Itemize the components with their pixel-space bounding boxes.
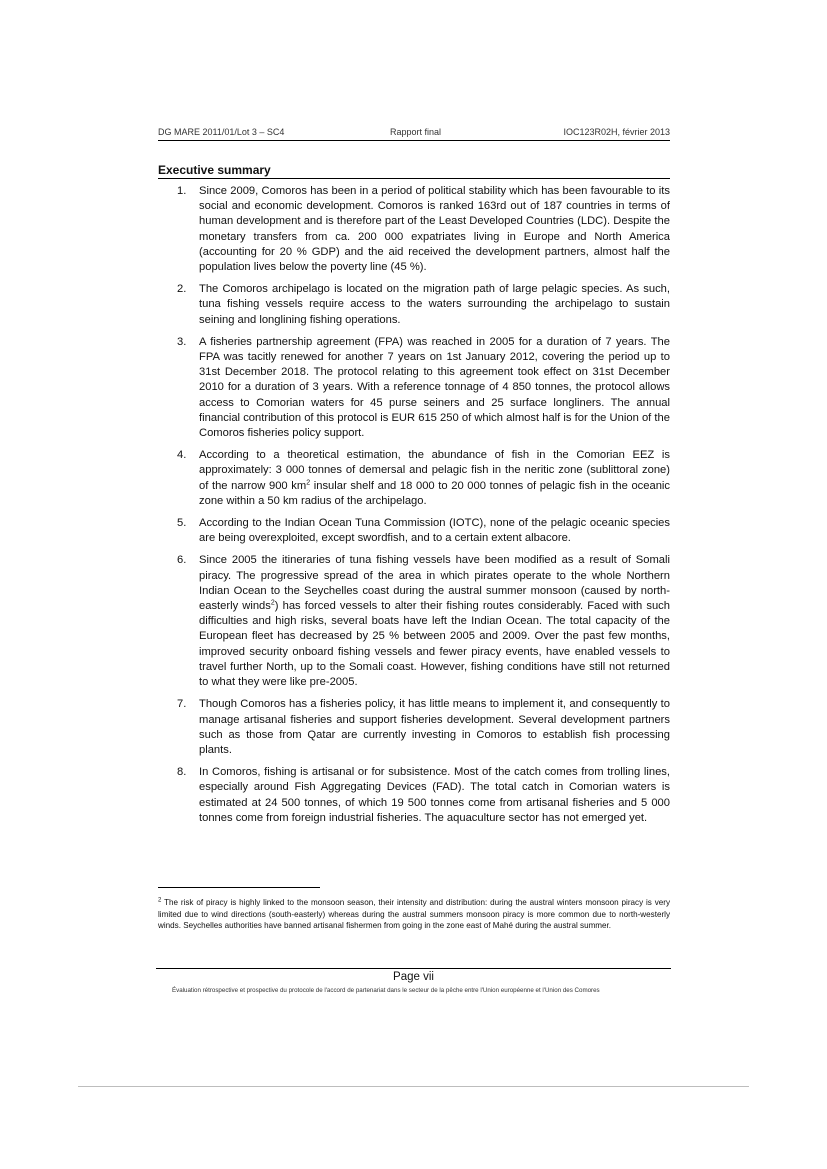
item-text: Though Comoros has a fisheries policy, it has little means to implement it, and consequently to manage artisanal fisheries and support fisheries development. Several development partners such as those from Qatar are currently investing in Comoros to establish fish processing plants. xyxy=(199,698,670,756)
summary-item xyxy=(158,335,670,441)
item-text-continued: ) has forced vessels to alter their fishing routes considerably. Faced with such difficulties and high risks, several boats have left the Indian Ocean. The total capacity of the European fleet has decreased by 25 % between 2005 and 2009. Over the past few months, improved security onboard fishing vessels and fewer piracy events, have enabled vessels to travel further North, up to the Somali coast. However, fishing conditions have still not returned to what they were like pre-2005. xyxy=(199,600,670,689)
header-report-type: Rapport final xyxy=(390,127,442,137)
header-document-code: IOC123R02H, février 2013 xyxy=(563,127,670,137)
item-text: A fisheries partnership agreement (FPA) was reached in 2005 for a duration of 7 years. The FPA was tacitly renewed for another 7 years on 1st January 2012, covering the period up to 31st December 2018. The protocol relating to this agreement took effect on 31st December 2010 for a duration of 3 years. With a reference tonnage of 4 850 tonnes, the protocol allows access to Comorian waters for 45 purse seiners and 25 surface longliners. The annual financial contribution of this protocol is EUR 615 250 of which almost half is for the Union of the Comoros fisheries policy support. xyxy=(199,335,670,440)
item-text: Since 2009, Comoros has been in a period of political stability which has been favourable to its social and economic development. Comoros is ranked 163rd out of 187 countries in terms of human development and is therefore part of the Least Developed Countries (LDC). Despite the monetary transfers from ca. 200 000 expatriates living in Europe and North America (accounting for 20 % GDP) and the aid received the development partners, almost half the population lives below the poverty line (45 %). xyxy=(199,185,670,274)
item-number: 8. xyxy=(177,766,187,779)
page-separator xyxy=(78,1086,749,1087)
summary-item xyxy=(158,765,670,826)
summary-item xyxy=(158,553,670,690)
item-text: According to the Indian Ocean Tuna Commission (IOTC), none of the pelagic oceanic species are being overexploited, except swordfish, and to a certain extent albacore. xyxy=(199,517,670,545)
item-text-continued: insular shelf and 18 000 to 20 000 tonnes of pelagic fish in the oceanic zone within a 50 km radius of the archipelago. xyxy=(199,479,671,507)
summary-item xyxy=(158,448,670,509)
page-header xyxy=(158,126,670,138)
footnote-marker: 2 xyxy=(158,897,162,904)
page-number: Page vii xyxy=(393,971,434,983)
item-text: Since 2005 the itineraries of tuna fishing vessels have been modified as a result of Somali piracy. The progressive spread of the area in which pirates operate to the whole Northern Indian Ocean to the Seychelles coast during the austral summer monsoon (caused by north-easterly winds xyxy=(199,554,670,613)
summary-list xyxy=(158,184,670,833)
summary-item xyxy=(158,282,670,328)
section-title: Executive summary xyxy=(158,163,271,177)
item-number: 5. xyxy=(177,517,187,530)
item-text: The Comoros archipelago is located on the migration path of large pelagic species. As such, tuna fishing vessels require access to the waters surrounding the archipelago to sustain seining and longlining fishing operations. xyxy=(199,283,670,326)
superscript: 2 xyxy=(306,478,311,486)
item-text: According to a theoretical estimation, the abundance of fish in the Comorian EEZ is approximately: 3 000 tonnes of demersal and pelagic fish in the neritic zone (sublittoral zone) of the narrow 900 km xyxy=(199,449,670,492)
summary-item xyxy=(158,184,670,275)
summary-item xyxy=(158,516,670,546)
footnote-reference[interactable]: 2 xyxy=(270,599,275,607)
footer-note: Évaluation rétrospective et prospective du protocole de l'accord de partenariat dans le secteur de la pêche entre l'Union européenne et l'Union des Comores xyxy=(172,987,600,994)
item-number: 3. xyxy=(177,335,187,348)
item-number: 6. xyxy=(177,554,187,567)
title-divider xyxy=(158,178,670,179)
item-number: 7. xyxy=(177,698,187,711)
header-reference: DG MARE 2011/01/Lot 3 – SC4 xyxy=(158,127,285,137)
footnote xyxy=(158,897,670,932)
footnote-divider xyxy=(158,887,320,888)
item-number: 2. xyxy=(177,283,187,296)
item-number: 1. xyxy=(177,185,187,197)
item-number: 4. xyxy=(177,449,187,462)
footer-divider xyxy=(156,968,671,969)
item-text: In Comoros, fishing is artisanal or for subsistence. Most of the catch comes from trolling lines, especially around Fish Aggregating Devices (FAD). The total catch in Comorian waters is estimated at 24 500 tonnes, of which 19 500 tonnes come from artisanal fisheries and 5 000 tonnes come from foreign industrial fisheries. The aquaculture sector has not emerged yet. xyxy=(199,766,670,824)
header-divider xyxy=(158,140,670,141)
summary-item xyxy=(158,697,670,758)
footnote-text: The risk of piracy is highly linked to the monsoon season, their intensity and distribution: during the austral winters monsoon piracy is very limited due to wind directions (south-easterly) whereas during the austral summers monsoon piracy is more common due to north-westerly winds. Seychelles authorities have banned artisanal fishermen from going in the zone east of Mahé during the austral summer. xyxy=(158,898,670,931)
